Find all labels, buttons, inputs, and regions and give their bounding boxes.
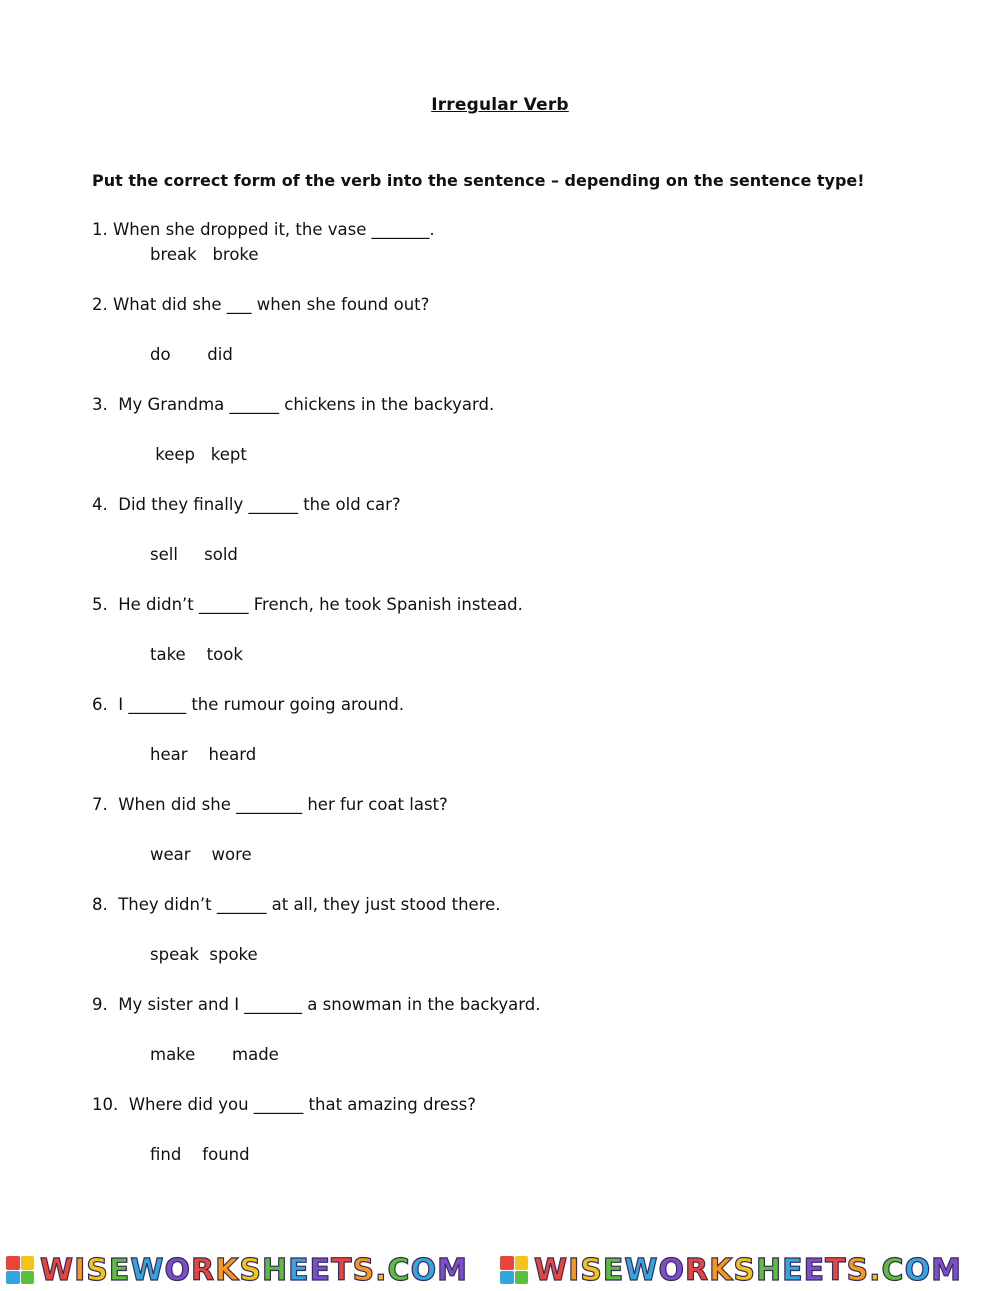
options-2: do did	[150, 345, 233, 364]
question-8: 8. They didn’t ______ at all, they just stood there.	[92, 895, 501, 914]
brand-text	[534, 1253, 962, 1288]
brand-letter: W	[624, 1252, 659, 1288]
logo-square	[515, 1256, 529, 1270]
logo-icon	[6, 1256, 34, 1284]
question-6: 6. I _______ the rumour going around.	[92, 695, 405, 714]
brand-letter: E	[309, 1252, 332, 1288]
brand-watermark-2	[500, 1253, 994, 1288]
brand-letter: S	[733, 1252, 756, 1288]
instruction-text: Put the correct form of the verb into the sentence – depending on the sentence type!	[92, 171, 865, 190]
logo-square	[500, 1256, 514, 1270]
brand-letter: E	[108, 1252, 131, 1288]
brand-letter: K	[215, 1252, 240, 1288]
brand-text	[40, 1253, 468, 1288]
brand-letter: S	[352, 1252, 376, 1288]
options-8: speak spoke	[150, 945, 258, 964]
brand-letter: E	[782, 1252, 804, 1288]
brand-letter: K	[709, 1252, 734, 1288]
brand-letter: W	[130, 1252, 165, 1288]
brand-letter: E	[288, 1252, 310, 1288]
brand-letter: S	[239, 1252, 262, 1288]
question-7: 7. When did she ________ her fur coat last?	[92, 795, 448, 814]
footer-watermark	[6, 1252, 996, 1288]
brand-letter: H	[755, 1252, 783, 1288]
brand-letter: H	[261, 1252, 289, 1288]
brand-letter: W	[40, 1252, 75, 1288]
brand-letter: W	[534, 1252, 569, 1288]
options-9: make made	[150, 1045, 279, 1064]
question-3: 3. My Grandma ______ chickens in the backyard.	[92, 395, 495, 414]
options-10: find found	[150, 1145, 250, 1164]
brand-letter: O	[658, 1252, 685, 1288]
brand-letter: T	[825, 1252, 847, 1288]
logo-square	[6, 1256, 20, 1270]
question-4: 4. Did they finally ______ the old car?	[92, 495, 401, 514]
logo-square	[21, 1271, 35, 1285]
logo-square	[21, 1256, 35, 1270]
worksheet-title: Irregular Verb	[431, 95, 569, 115]
options-3: keep kept	[150, 445, 247, 464]
brand-letter: .	[375, 1252, 388, 1288]
question-9: 9. My sister and I _______ a snowman in the backyard.	[92, 995, 541, 1014]
question-10: 10. Where did you ______ that amazing dress?	[92, 1095, 477, 1114]
options-6: hear heard	[150, 745, 257, 764]
brand-watermark-1	[6, 1253, 500, 1288]
brand-letter: S	[86, 1252, 109, 1288]
options-4: sell sold	[150, 545, 238, 564]
brand-letter: E	[602, 1252, 625, 1288]
brand-letter: S	[846, 1252, 870, 1288]
options-1: break broke	[150, 245, 259, 264]
brand-letter: R	[190, 1252, 216, 1288]
logo-square	[6, 1271, 20, 1285]
brand-letter: I	[74, 1252, 87, 1288]
brand-letter: T	[331, 1252, 353, 1288]
brand-letter: .	[869, 1252, 882, 1288]
brand-letter: O	[904, 1252, 932, 1288]
brand-letter: I	[568, 1252, 581, 1288]
brand-letter: E	[803, 1252, 826, 1288]
brand-letter: R	[684, 1252, 710, 1288]
question-1: 1. When she dropped it, the vase _______.	[92, 220, 435, 239]
logo-square	[500, 1271, 514, 1285]
logo-icon	[500, 1256, 528, 1284]
logo-square	[515, 1271, 529, 1285]
brand-letter: C	[881, 1252, 905, 1288]
brand-letter: C	[387, 1252, 411, 1288]
brand-letter: S	[580, 1252, 603, 1288]
question-5: 5. He didn’t ______ French, he took Spanish instead.	[92, 595, 523, 614]
options-7: wear wore	[150, 845, 252, 864]
brand-letter: M	[931, 1252, 962, 1288]
brand-letter: O	[410, 1252, 438, 1288]
brand-letter: O	[164, 1252, 191, 1288]
brand-letter: M	[437, 1252, 468, 1288]
options-5: take took	[150, 645, 243, 664]
question-2: 2. What did she ___ when she found out?	[92, 295, 430, 314]
